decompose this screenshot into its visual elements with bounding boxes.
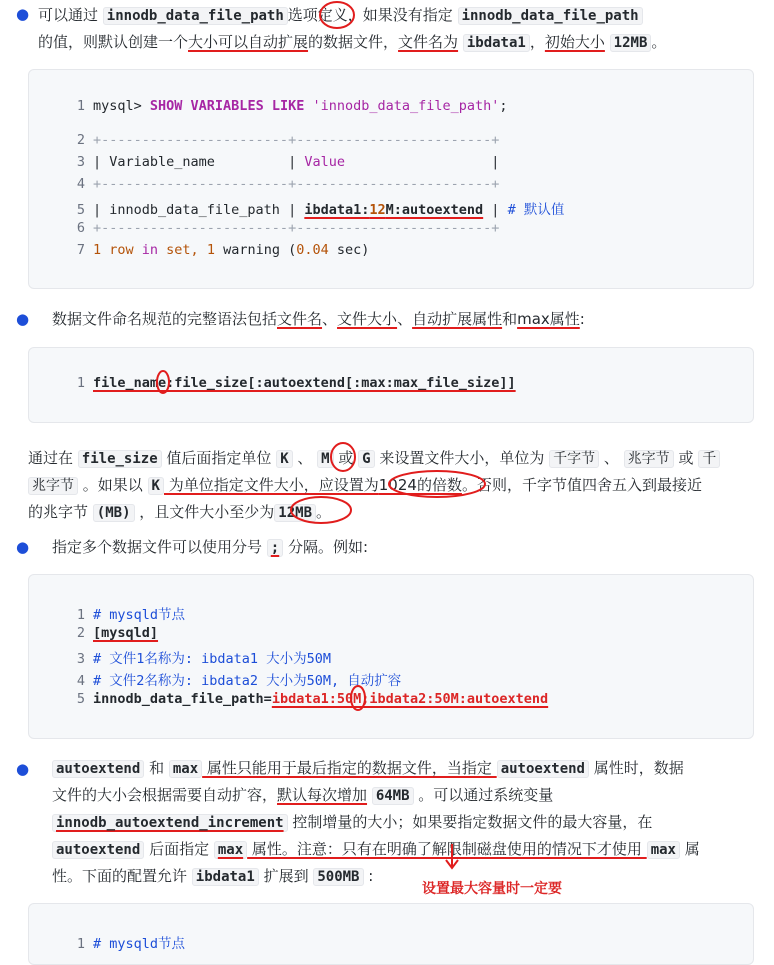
code-line: 2 +-----------------------+------------------------+ [76,132,500,148]
code-line: 1 # mysqld节点 [76,936,186,952]
note-line-1: 设置最大容量时一定要 [422,881,562,897]
paragraph-file-size-units: 通过在 file_size 值后面指定单位 K 、 M 或 G 来设置文件大小，单位为 千字节 、 兆字节 或 千 兆字节 。如果以 K 为单位指定文件大小，应设置为1024的倍数。否则，千字节值四舍五入到最接近 的兆字节 (MB) ，且文件大小至少为 12MB 。 [28,445,750,526]
paragraph-multiple-files: 指定多个数据文件可以使用分号 ; 分隔。例如: [52,538,369,556]
code-line: 4 # 文件2名称为: ibdata2 大小为50M, 自动扩容 [76,673,402,689]
code-block-show-variables [28,69,754,289]
code-line: 1 mysql> SHOW VARIABLES LIKE 'innodb_data_file_path'; [76,98,508,114]
paragraph-naming-syntax: 数据文件命名规范的完整语法包括文件名、文件大小、自动扩展属性和max属性: [52,310,585,328]
paragraph-autoextend: autoextend 和 max 属性只能用于最后指定的数据文件，当指定 autoextend 属性时，数据 文件的大小会根据需要自动扩容，默认每次增加 64MB 。可以通过系统变量 innodb_autoextend_increment 控制增量的大小；如果要指定数据文件的最大容量，在 autoextend 后面指定 max 属性。注意：只有在明确了解限制磁盘使用的情况下才使用 max 属 性。下面的配置允许 ibdata1 扩展到 500MB : [52,759,700,885]
code-line: 2 [mysqld] [76,625,159,641]
code-line: 1 file_name:file_size[:autoextend[:max:max_file_size]] [76,375,516,391]
paragraph-intro: 可以通过 innodb_data_file_path 选项定义，如果没有指定 innodb_data_file_path 的值，则默认创建一个大小可以自动扩展的数据文件，文件名为 ibdata1 ，初始大小 12MB 。 [38,6,667,51]
code-line: 5 | innodb_data_file_path | ibdata1:12M:autoextend | # 默认值 [76,202,565,218]
code-block-max-config [28,903,754,965]
code-line: 5 innodb_data_file_path=ibdata1:50M;ibdata2:50M:autoextend [76,691,549,707]
bullet-4: ● [16,760,30,778]
code-line: 7 1 row in set, 1 warning (0.04 sec) [76,242,370,258]
bullet-3: ● [16,538,30,556]
code-line: 6 +-----------------------+------------------------+ [76,220,500,236]
code-block-syntax [28,347,754,423]
code-innodb-data-file-path-2: innodb_data_file_path [458,7,643,25]
code-block-mysqld-config [28,574,754,739]
code-innodb-data-file-path: innodb_data_file_path [103,7,288,25]
code-line: 3 # 文件1名称为: ibdata1 大小为50M [76,651,332,667]
code-line: 4 +-----------------------+------------------------+ [76,176,500,192]
code-line: 3 | Variable_name | Value | [76,154,500,170]
code-line: 1 # mysqld节点 [76,607,186,623]
bullet-2: ● [16,310,30,328]
bullet-1: ● [16,5,30,23]
